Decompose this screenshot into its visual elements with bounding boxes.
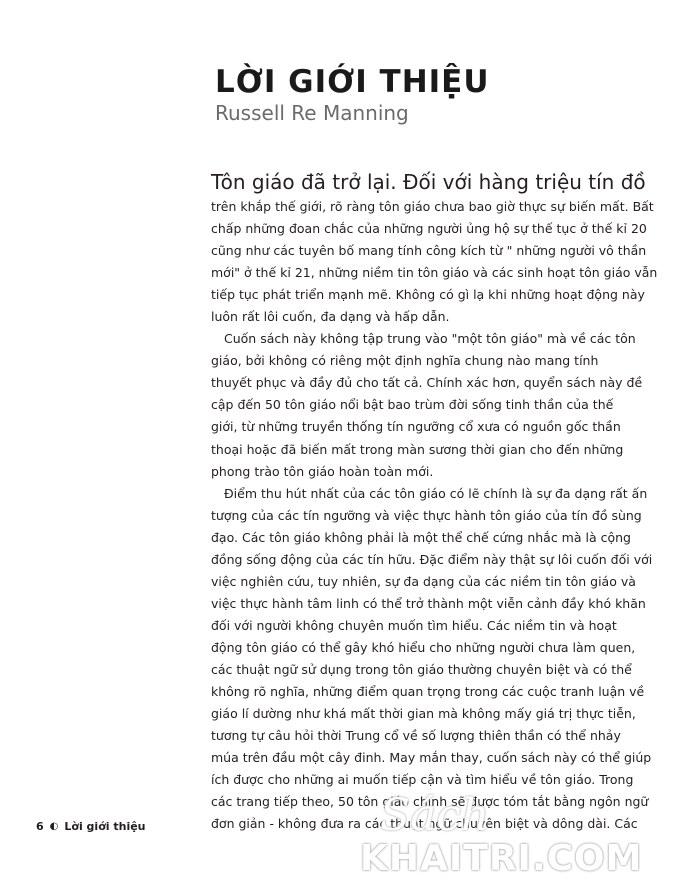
body-line: tương tự câu hỏi thời Trung cổ về số lượng thiên thần có thể nhảy [211,728,621,744]
body-line: tượng của các tín ngưỡng và việc thực hành tôn giáo của tín đồ sùng [211,507,642,523]
lead-sentence: Tôn giáo đã trở lại. Đối với hàng triệu tín đồ [211,170,646,194]
body-line: giáo, bởi không có riêng một định nghĩa chung nào mang tính [211,353,599,369]
body-line: ích được cho những ai muốn tiếp cận và tìm hiểu về tôn giáo. Trong [211,772,634,788]
footer-section-title: Lời giới thiệu [64,820,146,833]
watermark-logo: KHAITRI.COM [360,838,643,879]
body-line: cập đến 50 tôn giáo nổi bật bao trùm đời sống tinh thần của thế [211,397,614,413]
body-line: mới" ở thế kỉ 21, những niềm tin tôn giáo và các sinh hoạt tôn giáo vẫn [211,265,658,281]
body-line: trên khắp thế giới, rõ ràng tôn giáo chưa bao giờ thực sự biến mất. Bất [211,199,654,214]
body-line: giới, từ những truyền thống tín ngưỡng cổ xưa có nguồn gốc thần [211,419,621,435]
body-line: đơn giản - không đưa ra các thuật ngữ chuyên biệt và dông dài. Các [211,816,638,832]
body-line: luôn rất lôi cuốn, đa dạng và hấp dẫn. [211,309,450,325]
body-line: các trang tiếp theo, 50 tôn giáo chính sẽ được tóm tắt bằng ngôn ngữ [211,794,649,810]
body-line: các thuật ngữ sử dụng trong tôn giáo thường chuyên biệt và có thể [211,661,632,677]
body-text [211,196,658,835]
watermark-script: Sách [380,790,490,841]
body-line: việc nghiên cứu, tuy nhiên, sự đa dạng của các niềm tin tôn giáo và [211,573,636,589]
chapter-author: Russell Re Manning [215,101,409,125]
half-circle-icon: ◐ [49,821,59,832]
body-line: đồng sống động của các tín hữu. Đặc điểm này thật sự lôi cuốn đối với [211,551,653,567]
page-footer [36,820,146,833]
body-line: chấp những đoan chắc của những người ủng hộ sự thế tục ở thế kỉ 20 [211,221,647,237]
body-line: động tôn giáo có thể gây khó hiểu cho những người chưa làm quen, [211,639,636,655]
page-number: 6 [36,820,44,833]
body-line: đối với người không chuyên muốn tìm hiểu. Các niềm tin và hoạt [211,617,617,633]
body-line: tiếp tục phát triển mạnh mẽ. Không có gì lạ khi những hoạt động này [211,287,645,303]
chapter-title: LỜI GIỚI THIỆU [215,64,490,100]
body-line: việc thực hành tâm linh có thể trở thành một viễn cảnh đầy khó khăn [211,595,646,611]
body-line: múa trên đầu một cây đinh. May mắn thay, cuốn sách này có thể giúp [211,750,652,766]
body-line: Cuốn sách này không tập trung vào "một tôn giáo" mà về các tôn [224,331,636,347]
body-line: giáo lí dường như khá mất thời gian mà không mấy giá trị thực tiễn, [211,706,636,722]
body-line: Điểm thu hút nhất của các tôn giáo có lẽ chính là sự đa dạng rất ấn [224,485,648,501]
body-line: thuyết phục và đầy đủ cho tất cả. Chính xác hơn, quyển sách này đề [211,375,643,391]
body-line: phong trào tôn giáo hoàn toàn mới. [211,463,434,479]
body-line: thoại hoặc đã biến mất trong màn sương thời gian cho đến những [211,441,624,457]
body-line: đạo. Các tôn giáo không phải là một thể chế cứng nhắc mà là cộng [211,529,631,545]
body-line: không rõ nghĩa, những điểm quan trọng trong các cuộc tranh luận về [211,684,645,700]
body-line: cũng như các tuyên bố mang tính công kích từ " những người vô thần [211,243,647,259]
